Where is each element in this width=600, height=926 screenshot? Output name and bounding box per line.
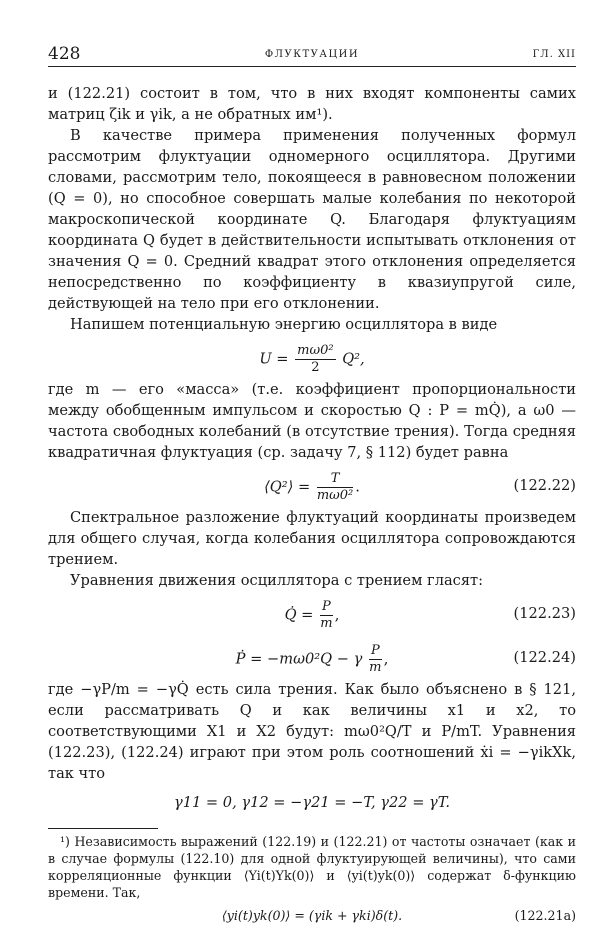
footnote-equation [48, 901, 576, 925]
paragraph-1: и (122.21) состоит в том, что в них входят компоненты самих матриц ζik и γik, а не обратных им¹). [48, 85, 576, 123]
paragraph-3: Напишем потенциальную энергию осциллятора в виде [70, 316, 498, 333]
paragraph-6: Уравнения движения осциллятора с трением гласят: [70, 572, 484, 589]
equation-gamma-values [48, 784, 576, 818]
equation-2-label: (122.22) [513, 477, 576, 494]
equation-potential-energy [48, 335, 576, 379]
chapter-label: ГЛ. XII [532, 49, 576, 60]
equation-2-fraction [317, 471, 353, 504]
equation-3-label: (122.23) [513, 605, 576, 622]
equation-122-23: Q̇ = $\frac{P}{m}$ , (122.23) [284, 599, 576, 631]
equation-4-denominator: m [369, 660, 382, 675]
equation-1-denominator: 2 [311, 360, 320, 375]
running-head: ФЛУКТУАЦИИ [264, 49, 360, 60]
equation-122-22: ⟨Q²⟩ = $\frac{T}{\text{mω0²}}$ . (122.22) [264, 471, 576, 503]
page-number: 428 [48, 44, 81, 64]
equation-1-lhs: U = [259, 350, 289, 368]
equation-1-numerator: mω0² [297, 343, 334, 358]
book-page [48, 40, 576, 925]
equation-2-denominator: mω0² [316, 488, 354, 503]
paragraph-2: В качестве примера применения полученных формул рассмотрим флуктуации одномерного осциллятора. Другими словами, рассмотрим тело, покоящееся в равновесном положении (Q = 0), но способное совершать малые колебания по некоторой макроскопической координате Q. Благодаря флуктуациям координата Q будет в действительности испытывать отклонения от значения Q = 0. Средний квадрат этого отклонения определяется непосредственно по коэффициенту в квазиупругой силе, действующей на тело при его отклонении. [48, 127, 576, 312]
footnote-equation-label: (122.21a) [514, 908, 576, 923]
equation-4-numerator: P [370, 643, 380, 658]
equation-4-fraction [369, 643, 382, 676]
footnote-rule [48, 828, 158, 829]
page-header [48, 40, 576, 67]
paragraph-4: где m — его «масса» (т.е. коэффициент пропорциональности между обобщенным импульсом и скоростью Q : P = mQ̇), а ω0 — частота свободных колебаний (в отсутствие трения). Тогда средняя квадратичная флуктуация (ср. задачу 7, § 112) будет равна [48, 381, 576, 461]
equation-1-fraction [295, 343, 335, 376]
equation-4-label: (122.24) [513, 649, 576, 666]
equation-122-24: Ṗ = −mω0²Q − γ $\frac{P}{m}$ , (122.24) [235, 643, 576, 675]
equation-5: γ11 = 0, γ12 = −γ21 = −T, γ22 = γT. [173, 794, 451, 811]
footnote-equation-body: ⟨yi(t)yk(0)⟩ = (γik + γki)δ(t). [221, 908, 403, 923]
page-body [48, 83, 576, 925]
footnote-text: ¹) Независимость выражений (122.19) и (122.21) от частоты означает (как и в случае формулы (122.10) для одной флуктуирующей величины), что сами корреляционные функции ⟨Yi(t)Yk(0)⟩ и ⟨yi(t)yk(0)⟩ содержат δ-функцию времени. Так, [48, 834, 576, 900]
equation-1-rhs: Q², [342, 350, 365, 368]
equation-2-numerator: T [317, 471, 353, 488]
equation-3-fraction [320, 599, 333, 632]
equation-4-lhs: Ṗ = −mω0²Q − γ [235, 650, 363, 668]
equation-3-denominator: m [320, 616, 333, 631]
equation-2-lhs: ⟨Q²⟩ = [264, 478, 311, 496]
equation-3-lhs: Q̇ = [284, 606, 314, 624]
paragraph-7: где −γP/m = −γQ̇ есть сила трения. Как было объяснено в § 121, если рассматривать Q и как величины x1 и x2, то соответствующими X1 и X2 будут: mω0²Q/T и P/mT. Уравнения (122.23), (122.24) играют при этом роль соотношений ẋi = −γikXk, так что [48, 681, 576, 782]
equation-3-numerator: P [322, 599, 331, 614]
paragraph-5: Спектральное разложение флуктуаций координаты произведем для общего случая, когда колебания осциллятора сопровождаются трением. [48, 509, 576, 568]
